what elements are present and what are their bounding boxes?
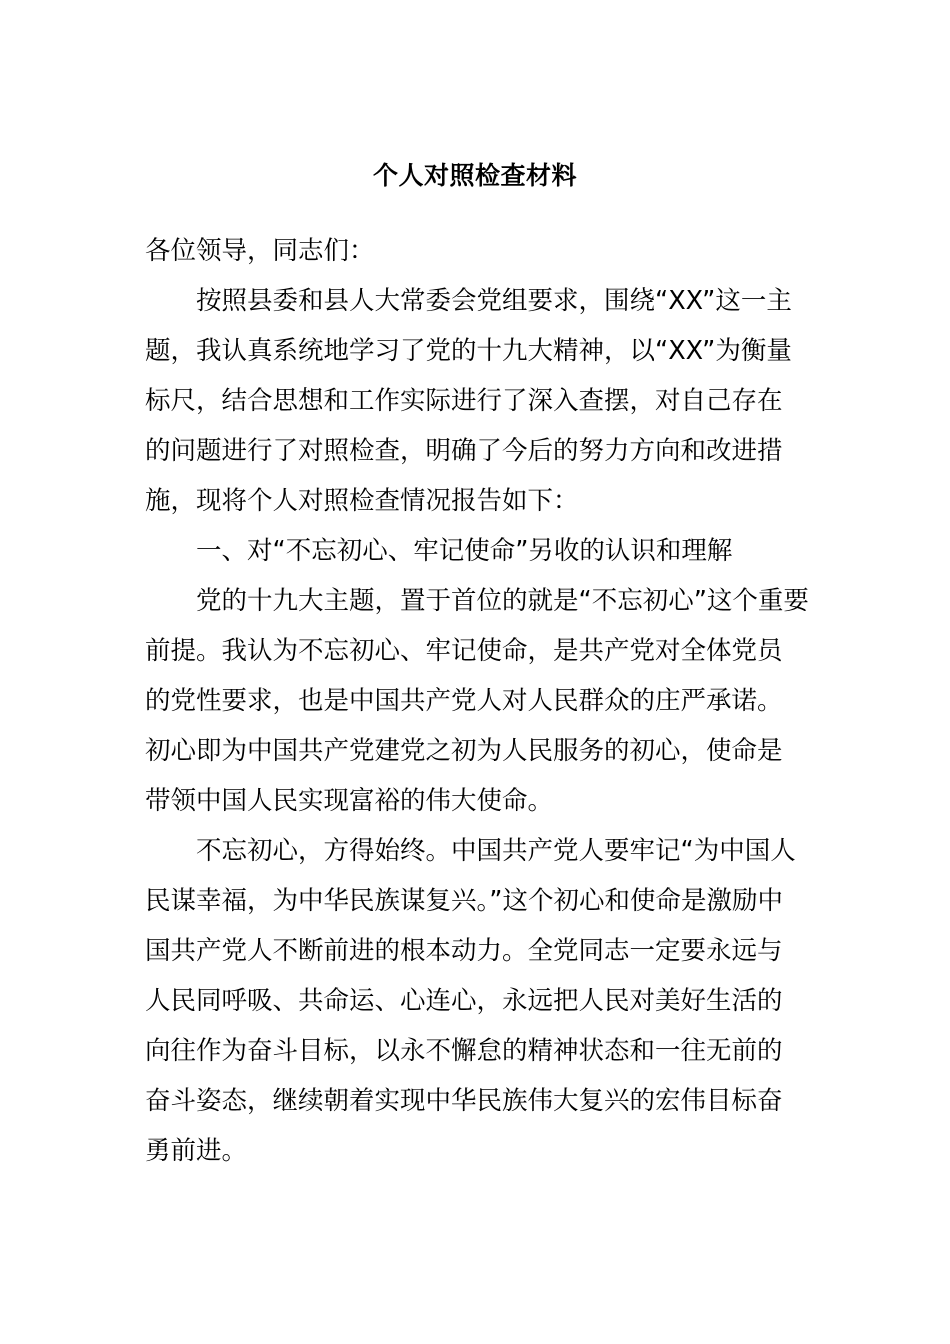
paragraph-line: 初心即为中国共产党建党之初为人民服务的初心，使命是 [145,736,783,766]
salutation: 各位领导，同志们： [145,236,375,266]
document-body [145,226,809,1176]
paragraph-line: 不忘初心，方得始终。中国共产党人要牢记“为中国人 [196,836,796,866]
paragraph-line: 按照县委和县人大常委会党组要求，围绕“XX”这一主 [196,286,792,316]
paragraph-line: 人民同呼吸、共命运、心连心，永远把人民对美好生活的 [145,986,783,1016]
paragraph-line: 施，现将个人对照检查情况报告如下： [145,486,579,516]
paragraph-line: 向往作为奋斗目标，以永不懈怠的精神状态和一往无前的 [145,1036,783,1066]
paragraph-line: 题，我认真系统地学习了党的十九大精神，以“XX”为衡量 [145,336,792,366]
paragraph-line: 的党性要求，也是中国共产党人对人民群众的庄严承诺。 [145,686,783,716]
paragraph-line: 的问题进行了对照检查，明确了今后的努力方向和改进措 [145,436,783,466]
document-title: 个人对照检查材料 [372,161,577,190]
paragraph-line: 国共产党人不断前进的根本动力。全党同志一定要永远与 [145,936,783,966]
section-heading: 一、对“不忘初心、牢记使命”另收的认识和理解 [196,536,733,566]
paragraph-line: 勇前进。 [145,1136,248,1166]
paragraph-line: 奋斗姿态，继续朝着实现中华民族伟大复兴的宏伟目标奋 [145,1086,783,1116]
paragraph-line: 带领中国人民实现富裕的伟大使命。 [145,786,554,816]
paragraph-line: 党的十九大主题，置于首位的就是“不忘初心”这个重要 [196,586,809,616]
paragraph-line: 标尺，结合思想和工作实际进行了深入查摆，对自己存在 [145,386,783,416]
paragraph-line: 前提。我认为不忘初心、牢记使命，是共产党对全体党员 [145,636,783,666]
paragraph-line: 民谋幸福，为中华民族谋复兴。”这个初心和使命是激励中 [145,886,783,916]
